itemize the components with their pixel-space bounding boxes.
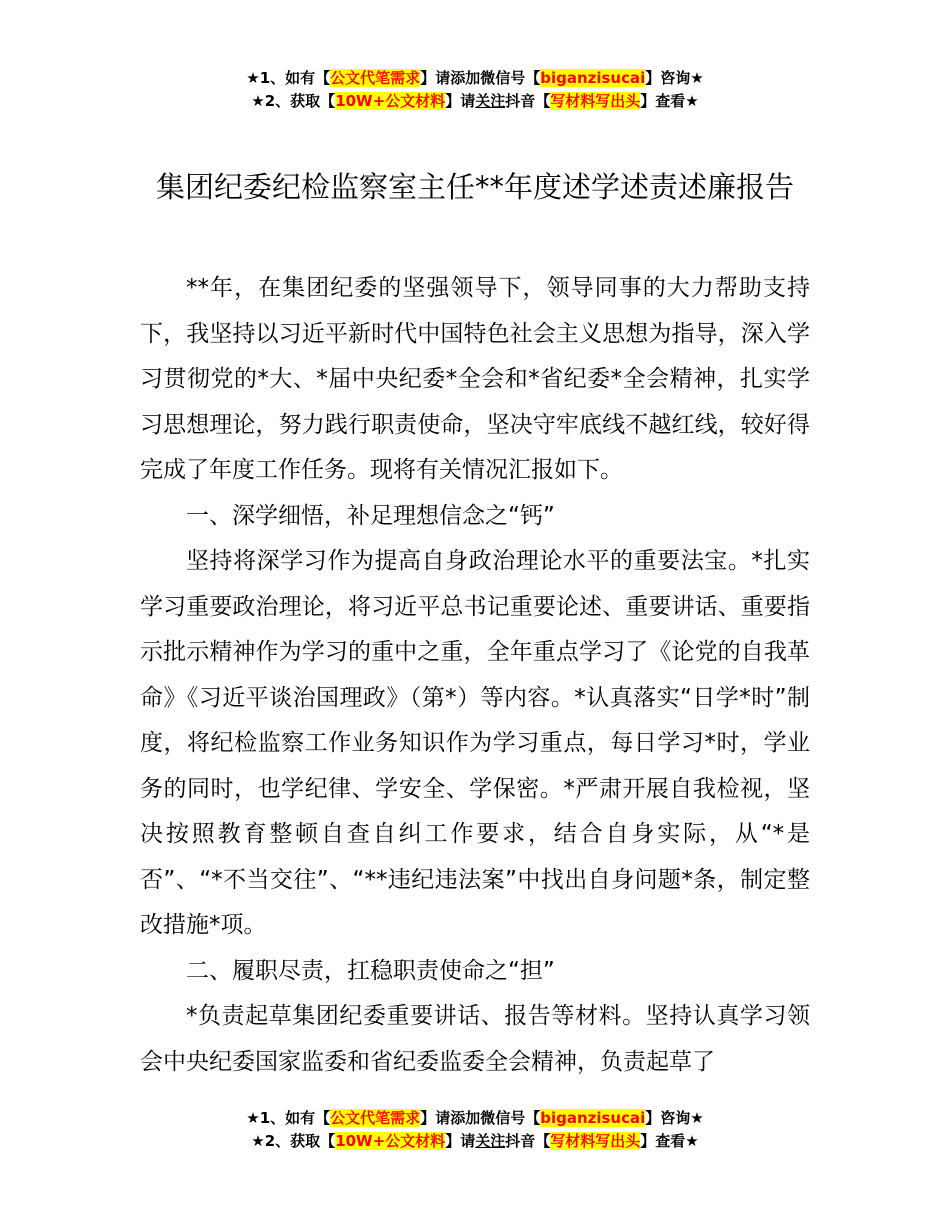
banner-highlight: 公文代笔需求	[330, 69, 421, 87]
banner-text: 】请添加微信号【	[420, 69, 541, 87]
banner-line-1	[0, 67, 950, 90]
banner-text: ★2、获取【	[251, 92, 336, 110]
banner-underlined: 关注	[475, 92, 506, 110]
banner-text: 】咨询★	[645, 1109, 704, 1127]
top-banner	[0, 67, 950, 113]
banner-text: 抖音【	[505, 92, 551, 110]
banner-text: 】请	[445, 1132, 476, 1150]
banner-highlight: biganzisucai	[540, 69, 646, 87]
banner-highlight: 公文代笔需求	[330, 1109, 421, 1127]
paragraph-intro: **年，在集团纪委的坚强领导下，领导同事的大力帮助支持下，我坚持以习近平新时代中国特色社会主义思想为指导，深入学习贯彻党的*大、*届中央纪委*全会和*省纪委*全会精神，扎实学习思想理论，努力践行职责使命，坚决守牢底线不越红线，较好得完成了年度工作任务。现将有关情况汇报如下。	[140, 275, 810, 483]
document-body	[140, 266, 810, 1085]
banner-underlined: 关注	[475, 1132, 506, 1150]
section-heading-1: 一、深学细悟，补足理想信念之“钙”	[186, 502, 555, 529]
banner-text: 】请	[445, 92, 476, 110]
banner-line-1	[0, 1107, 950, 1130]
banner-highlight: 写材料写出头	[550, 1132, 641, 1150]
banner-text: 】查看★	[640, 1132, 699, 1150]
banner-text: ★1、如有【	[246, 69, 331, 87]
banner-text: ★1、如有【	[246, 1109, 331, 1127]
document-title: 集团纪委纪检监察室主任**年度述学述责述廉报告	[155, 170, 794, 204]
banner-text: 抖音【	[505, 1132, 551, 1150]
banner-line-2	[0, 90, 950, 113]
banner-text: 】咨询★	[645, 69, 704, 87]
paragraph-section-2: *负责起草集团纪委重要讲话、报告等材料。坚持认真学习领会中央纪委国家监委和省纪委监委全会精神，负责起草了	[140, 1003, 810, 1075]
section-heading-2: 二、履职尽责，扛稳职责使命之“担”	[186, 957, 555, 984]
bottom-banner	[0, 1107, 950, 1153]
banner-highlight: 写材料写出头	[550, 92, 641, 110]
banner-text: ★2、获取【	[251, 1132, 336, 1150]
banner-text: 】查看★	[640, 92, 699, 110]
banner-highlight: biganzisucai	[540, 1109, 646, 1127]
banner-highlight: 10W+公文材料	[335, 1132, 446, 1150]
banner-line-2	[0, 1130, 950, 1153]
banner-text: 】请添加微信号【	[420, 1109, 541, 1127]
paragraph-section-1: 坚持将深学习作为提高自身政治理论水平的重要法宝。*扎实学习重要政治理论，将习近平总书记重要论述、重要讲话、重要指示批示精神作为学习的重中之重，全年重点学习了《论党的自我革命》《习近平谈治国理政》（第*）等内容。*认真落实“日学*时”制度，将纪检监察工作业务知识作为学习重点，每日学习*时，学业务的同时，也学纪律、学安全、学保密。*严肃开展自我检视，坚决按照教育整顿自查自纠工作要求，结合自身实际，从“*是否”、“*不当交往”、“**违纪违法案”中找出自身问题*条，制定整改措施*项。	[140, 548, 810, 938]
banner-highlight: 10W+公文材料	[335, 92, 446, 110]
